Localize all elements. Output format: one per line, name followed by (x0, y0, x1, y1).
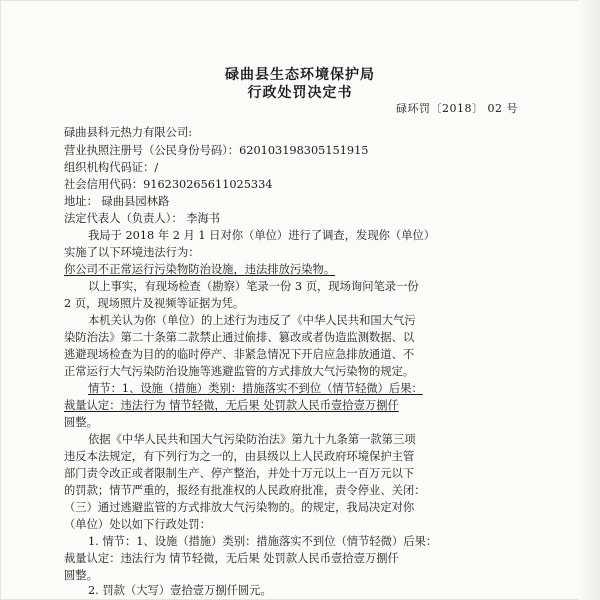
penalty-item1-line1: 1. 情节：1、设施（措施）类别：措施落实不到位（情节轻微）后果： (88, 535, 438, 548)
page-edge-shadow (578, 0, 600, 600)
para4-line1: 情节：1、设施（措施）类别：措施落实不到位（情节轻微）后果： (88, 382, 423, 395)
para3-line3: 逃避现场检查为目的的临时停产、非紧急情况下开启应急排放通道、不 (64, 348, 415, 361)
document-title: 行政处罚决定书 (247, 85, 353, 101)
para5-line4: 的罚款；情节严重的，报经有批准权的人民政府批准，责令停业、关闭： (64, 484, 426, 497)
issuer-title: 碌曲县生态环境保护局 (225, 67, 375, 83)
para5-line2: 违反本法规定，有下列行为之一的，由县级以上人民政府环境保护主管 (64, 450, 415, 463)
party-address: 地址： 碌曲县园林路 (64, 195, 170, 208)
para1-line2: 实施了以下环境违法行为： (64, 246, 200, 259)
para3-line4: 正常运行大气污染防治设施等逃避监管的方式排放大气污染物的规定。 (64, 365, 415, 378)
para5-line1: 依据《中华人民共和国大气污染防治法》第九十九条第一款第三项 (88, 433, 416, 446)
party-reg-no: 营业执照注册号（公民身份号码）：620103198305151915 (64, 144, 369, 157)
para2-line1: 以上事实，有现场检查（勘察）笔录一份 3 页，现场询问笔录一份 (88, 280, 419, 293)
penalty-item1-line3: 圆整。 (64, 569, 98, 582)
para4-line3: 圆整。 (64, 416, 98, 429)
party-company: 碌曲县科元热力有限公司: (64, 126, 193, 139)
para5-line3: 部门责令改正或者限制生产、停产整治，并处十万元以上一百万元以下 (64, 467, 415, 480)
para5-line5: （三）通过逃避监管的方式排放大气污染物的。的规定，我局决定对你 (64, 501, 415, 514)
violation-statement: 你公司不正常运行污染物防治设施，违法排放污染物。 (64, 263, 336, 276)
document-number: 碌环罚〔2018〕 02 号 (396, 102, 518, 115)
penalty-item2: 2. 罚款（大写）壹拾壹万捌仟圆元。 (88, 584, 272, 597)
party-legal-rep: 法定代表人（负责人）： 李海书 (64, 212, 221, 225)
para4-line2: 裁量认定：违法行为 情节轻微，无后果 处罚款人民币壹拾壹万捌仟 (64, 399, 399, 412)
party-credit-code: 社会信用代码：916230265611025334 (64, 178, 273, 191)
para3-line1: 本机关认为你（单位）的上述行为违反了《中华人民共和国大气污 (88, 314, 416, 327)
para1-line1: 我局于 2018 年 2 月 1 日对你（单位）进行了调查，发现你（单位） (88, 229, 436, 242)
para5-line6: （单位）处以如下行政处罚： (64, 518, 211, 531)
party-org-code: 组织机构代码证：/ (64, 161, 159, 174)
para2-line2: 2 页，现场照片及视频等证据为凭。 (64, 297, 245, 310)
penalty-item1-line2: 裁量认定：违法行为 情节轻微，无后果 处罚款人民币壹拾壹万捌仟 (64, 552, 399, 565)
para3-line2: 染防治法》第二十条第二款禁止通过偷排、篡改或者伪造监测数据、以 (64, 331, 415, 344)
